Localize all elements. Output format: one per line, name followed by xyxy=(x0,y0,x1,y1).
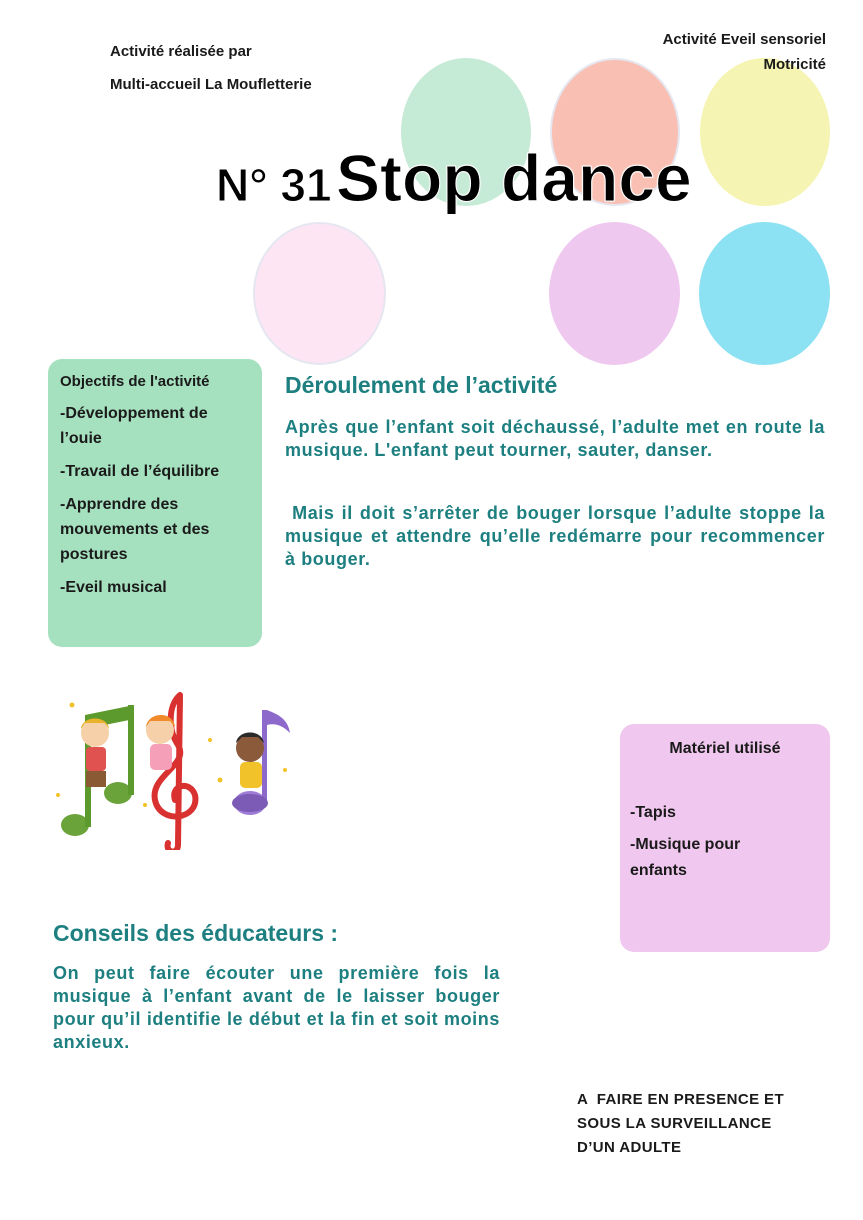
warning-line: D’UN ADULTE xyxy=(577,1139,682,1156)
objective-item: -Travail de l’équilibre xyxy=(60,463,220,480)
objective-item: -Développement de l’ouie xyxy=(60,405,208,447)
material-item: -Musique pour enfants xyxy=(630,836,741,879)
objective-item: -Apprendre des mouvements et des postures xyxy=(60,496,210,563)
objectives-title: Objectifs de l'activité xyxy=(60,373,210,390)
advice-title: Conseils des éducateurs : xyxy=(53,920,339,946)
objectives-box xyxy=(48,359,262,647)
decor-circle-yellow xyxy=(700,58,830,206)
header-organization: Multi-accueil La Moufletterie xyxy=(110,76,312,93)
materials-title: Matériel utilisé xyxy=(669,740,781,757)
title-number: N° 31 xyxy=(216,159,332,211)
decor-circle-lightpink xyxy=(253,222,386,365)
header-right xyxy=(663,27,826,77)
materials-box xyxy=(620,724,830,952)
child-dancer-icon xyxy=(146,715,175,770)
warning-line: SOUS LA SURVEILLANCE xyxy=(577,1115,772,1132)
material-item: -Tapis xyxy=(630,804,676,821)
warning-line: A FAIRE EN PRESENCE ET xyxy=(577,1091,785,1108)
advice-paragraph: On peut faire écouter une première fois la musique à l’enfant avant de le laisser bouger pour qu’il identifie le début et la fin et soit moins anxieux. xyxy=(53,963,500,1052)
decor-circle-blue xyxy=(699,222,830,365)
procedure-paragraph-1: Après que l’enfant soit déchaussé, l’adulte met en route la musique. L'enfant peut tourner, sauter, danser. xyxy=(285,417,825,460)
header-left xyxy=(110,35,312,101)
procedure-paragraph-2: Mais il doit s’arrêter de bouger lorsque l’adulte stoppe la musique et attendre qu’elle redémarre pour recommencer à bouger. xyxy=(285,503,831,569)
header-activity-category: Motricité xyxy=(763,56,826,73)
objective-item: -Eveil musical xyxy=(60,579,167,596)
decor-circle-lilac xyxy=(549,222,680,365)
procedure-title: Déroulement de l’activité xyxy=(285,372,558,398)
page-title xyxy=(216,140,692,216)
title-name: Stop dance xyxy=(336,141,692,215)
header-activity-type: Activité Eveil sensoriel xyxy=(662,31,826,48)
children-music-illustration xyxy=(50,685,295,850)
supervision-warning xyxy=(577,1088,784,1160)
header-author-label: Activité réalisée par xyxy=(110,43,252,60)
